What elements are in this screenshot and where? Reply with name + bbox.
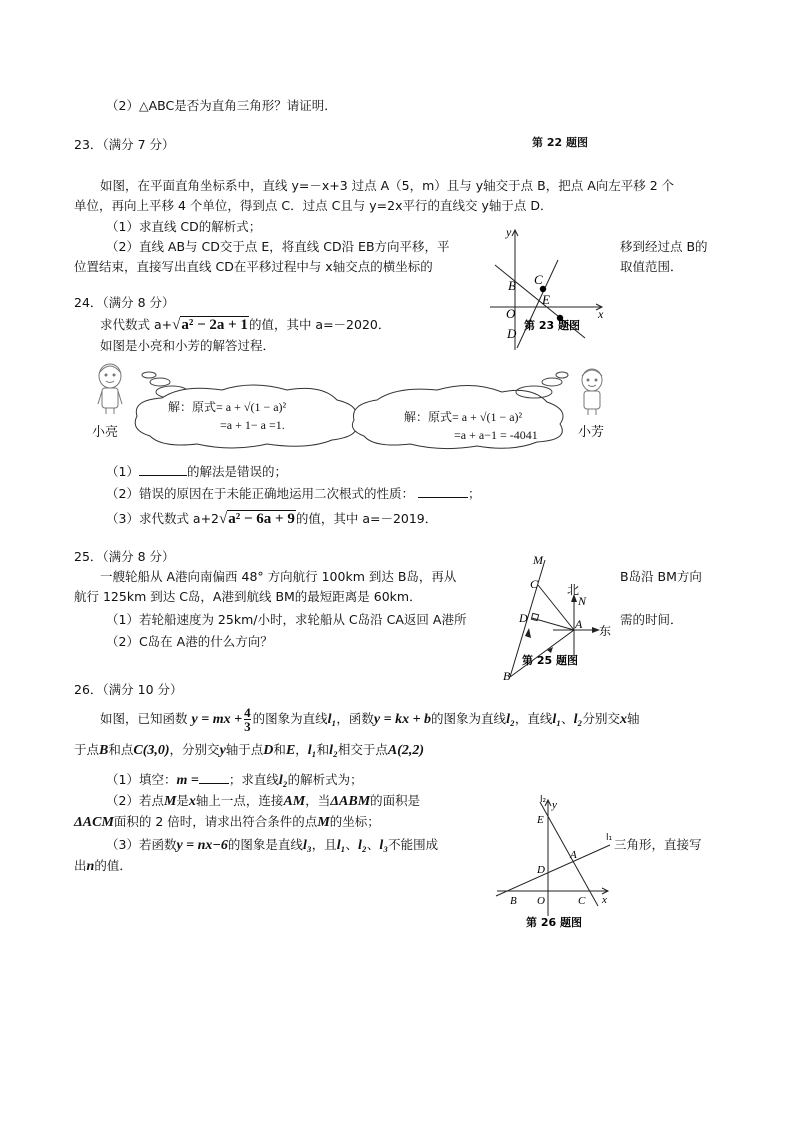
q26-part2-line2 [74, 813, 380, 832]
q25-label-B: B [503, 669, 511, 683]
q26-text: 的图象为直线 [431, 711, 507, 726]
q26-fig-label-l2: l₂ [540, 795, 547, 805]
xiaoliang-solution-line1: 解：原式= a + √(1 − a)² [168, 400, 287, 414]
q24-stem-prefix: 求代数式 a+ [100, 317, 173, 332]
q26-text: （3）若函数 [106, 837, 177, 852]
q23-label-C: C [534, 272, 543, 287]
q26-text: 轴 [626, 711, 640, 726]
q26-text: 的值． [94, 858, 132, 873]
q26-text: ，直线 [514, 711, 553, 726]
xiaoliang-solution-line2: =a + 1− a =1. [220, 418, 285, 432]
q26-l1: l₁ [327, 712, 337, 727]
q25-label-C: C [530, 577, 539, 591]
q26-text: 面积的 2 倍时，请求出符合条件的点 [113, 814, 318, 829]
q26-text: 于点 [74, 742, 100, 757]
q26-text: 的解析式为； [287, 772, 363, 787]
q26-n: n [86, 859, 95, 874]
q24-part3-sqrt: √a² − 6a + 9 [219, 511, 295, 527]
q26-x: x [619, 712, 627, 727]
q24-part3-prefix: （3）求代数式 a+2 [106, 511, 220, 526]
q26-l2: l₂ [573, 712, 583, 727]
q26-function-1: y = mx + [191, 712, 243, 727]
xiaoliang-avatar-icon [98, 364, 122, 414]
q26-text: 的图象为直线 [252, 711, 328, 726]
q26-text: 和 [316, 742, 330, 757]
q26-l2: l₂ [329, 743, 338, 758]
q26-text: 分别交 [582, 711, 620, 726]
q23-label-D: D [507, 326, 517, 341]
q25-part2: （2）C岛在 A港的什么方向？ [106, 634, 273, 649]
q24-part2 [106, 484, 480, 503]
q22-part2: （2）△ABC是否为直角三角形？请证明． [106, 98, 337, 113]
q25-part1-a: （1）若轮船速度为 25km/小时，求轮船从 C岛沿 CA返回 A港所 [106, 612, 467, 627]
q23-part2-d: 取值范围． [620, 259, 683, 274]
q23-part2-c: 位置结束，直接写出直线 CD在平移过程中与 x轴交点的横坐标的 [74, 259, 433, 274]
q26-text: 和 [273, 742, 286, 757]
q25-part1-b: 需的时间． [620, 612, 683, 627]
q23-label-y: y [506, 225, 512, 239]
q23-figure [480, 220, 610, 350]
q26-text: 、 [561, 711, 574, 726]
q26-fig-label-C: C [578, 895, 586, 907]
q24-stem [100, 316, 390, 334]
q26-text: （1）填空： [106, 772, 177, 787]
q26-text: （2）若点 [106, 793, 164, 808]
q26-part3-line2 [74, 857, 132, 876]
q26-text: 轴上一点，连接 [195, 793, 284, 808]
q24-part3 [106, 510, 437, 528]
q26-text: ，函数 [336, 711, 374, 726]
q26-part3-line1 [106, 836, 438, 855]
q26-figure-caption: 第 26 题图 [526, 916, 582, 929]
q23-label-x: x [598, 307, 604, 321]
q26-header: 26．（满分 10 分） [74, 682, 183, 697]
q23-part2-b: 移到经过点 B的 [620, 239, 708, 254]
q26-l2: l₂ [358, 838, 367, 853]
q23-header: 23．（满分 7 分） [74, 137, 175, 152]
q24-sqrt-expression: √a² − 2a + 1 [172, 317, 248, 333]
q26-ACM: ΔACM [74, 815, 114, 830]
q26-stem-line1 [100, 706, 639, 733]
q26-m: m = [176, 773, 199, 788]
q24-part2-end: ； [467, 486, 481, 501]
q24-part3-suffix: 的值，其中 a=－2019． [295, 511, 438, 526]
q26-l1: l₁ [307, 743, 317, 758]
q25-label-D: D [519, 611, 528, 625]
q23-stem-line1: 如图，在平面直角坐标系中，直线 y=－x+3 过点 A（5，m）且与 y轴交于点 B，把点 A向左平移 2 个 [100, 178, 675, 193]
q23-label-B: B [508, 278, 516, 293]
xiaoliang-name: 小亮 [92, 425, 119, 440]
q26-text: 出 [74, 858, 87, 873]
q26-text: 相交于点 [337, 742, 388, 757]
q26-text: ， [295, 742, 308, 757]
xiaofang-name: 小芳 [578, 425, 605, 440]
q26-M: M [163, 794, 177, 809]
q26-fig-label-A: A [570, 849, 577, 861]
q25-label-M: M [533, 553, 543, 567]
q25-header: 25．（满分 8 分） [74, 549, 175, 564]
q26-fig-label-x: x [602, 894, 607, 906]
q23-label-O: O [506, 306, 516, 321]
q26-l1: l₁ [336, 838, 346, 853]
q26-text: 、 [345, 837, 359, 852]
q26-part1 [106, 770, 363, 790]
q25-label-A: A [575, 617, 583, 631]
q26-stem-line2 [74, 741, 424, 760]
q25-figure [495, 550, 615, 685]
q26-l1: l₁ [552, 712, 562, 727]
q26-fig-label-D: D [537, 864, 545, 876]
q26-AM: AM [283, 794, 306, 809]
q26-l2: l₂ [278, 773, 288, 788]
q26-part2-line1 [106, 792, 420, 811]
q26-A: A(2,2) [387, 743, 425, 758]
q23-label-E: E [542, 292, 550, 307]
q26-text: 是 [176, 793, 189, 808]
q24-radicand: a² − 2a + 1 [181, 317, 248, 333]
q22-figure-caption: 第 22 题图 [532, 136, 588, 149]
q26-fig-label-l1: l₁ [606, 833, 613, 843]
q26-fig-label-O: O [537, 895, 545, 907]
q25-label-north: 北 [567, 583, 580, 597]
q26-text: 的面积是 [370, 793, 421, 808]
q24-stem-line2: 如图是小亮和小芳的解答过程． [100, 338, 276, 353]
q26-fig-label-B: B [510, 895, 517, 907]
q26-E: E [285, 743, 296, 758]
q26-text: 不能围成 [388, 837, 439, 852]
q26-text: 如图，已知函数 [100, 711, 188, 726]
q25-figure-caption: 第 25 题图 [522, 654, 578, 667]
q25-label-east: 东 [599, 624, 612, 638]
q26-text: ，当 [305, 793, 331, 808]
q26-fraction [244, 706, 251, 733]
q23-figure-caption: 第 23 题图 [524, 319, 580, 332]
q26-C: C(3,0) [133, 743, 170, 758]
q24-header: 24．（满分 8 分） [74, 295, 175, 310]
q23-part1: （1）求直线 CD的解析式； [106, 219, 262, 234]
q26-D: D [263, 743, 274, 758]
q24-part1-suffix: 的解法是错误的； [186, 464, 287, 479]
q26-text: ，且 [311, 837, 337, 852]
q26-text: 的坐标； [329, 814, 380, 829]
q23-stem-line2: 单位，再向上平移 4 个单位，得到点 C．过点 C且与 y=2x平行的直线交 y轴于点 D． [74, 198, 553, 213]
q26-x: x [188, 794, 196, 809]
q25-label-N: N [578, 594, 587, 608]
xiaofang-avatar-icon [582, 369, 602, 415]
q24-part2-blank[interactable] [418, 484, 468, 498]
q26-l3: l₃ [302, 838, 312, 853]
q24-part1-blank[interactable] [139, 462, 187, 476]
q26-l2: l₂ [506, 712, 515, 727]
q26-fig-label-E: E [537, 814, 544, 826]
q26-function-2: y = kx + b [373, 712, 432, 727]
q26-text: 轴于点 [225, 742, 264, 757]
q26-frac-num: 4 [244, 705, 251, 720]
q25-line1-b: B岛沿 BM方向 [620, 569, 702, 584]
q26-text: ；求直线 [228, 772, 279, 787]
q26-B: B [99, 743, 109, 758]
q26-part1-blank[interactable] [199, 770, 229, 784]
q24-stem-suffix: 的值，其中 a=－2020． [248, 317, 391, 332]
q24-part1 [106, 462, 287, 481]
q26-M: M [317, 815, 330, 830]
q26-function-3: y = nx−6 [176, 838, 228, 853]
q26-ABM: ΔABM [330, 794, 371, 809]
q26-part3-continued: 三角形，直接写 [614, 837, 702, 852]
q25-line1-a: 一艘轮船从 A港向南偏西 48° 方向航行 100km 到达 B岛，再从 [100, 569, 457, 584]
q24-part2-text: （2）错误的原因在于未能正确地运用二次根式的性质： [106, 486, 414, 501]
q26-text: 的图象是直线 [227, 837, 303, 852]
q26-text: 和点 [108, 742, 134, 757]
q26-figure [490, 788, 615, 933]
xiaofang-solution-line1: 解：原式= a + √(1 − a)² [404, 410, 523, 424]
q26-l3: l₃ [379, 838, 389, 853]
q26-text: 、 [366, 837, 380, 852]
q24-part1-prefix: （1） [106, 464, 139, 479]
q26-y: y [219, 743, 226, 758]
xiaofang-solution-line2: =a + a−1 = -4041 [454, 428, 538, 442]
q26-frac-den: 3 [244, 719, 251, 734]
q26-text: ，分别交 [169, 742, 220, 757]
q26-fig-label-y: y [552, 799, 557, 811]
q23-part2-a: （2）直线 AB与 CD交于点 E，将直线 CD沿 EB方向平移，平 [106, 239, 450, 254]
q24-part3-radicand: a² − 6a + 9 [228, 511, 295, 527]
q25-line2: 航行 125km 到达 C岛，A港到航线 BM的最短距离是 60km． [74, 589, 422, 604]
